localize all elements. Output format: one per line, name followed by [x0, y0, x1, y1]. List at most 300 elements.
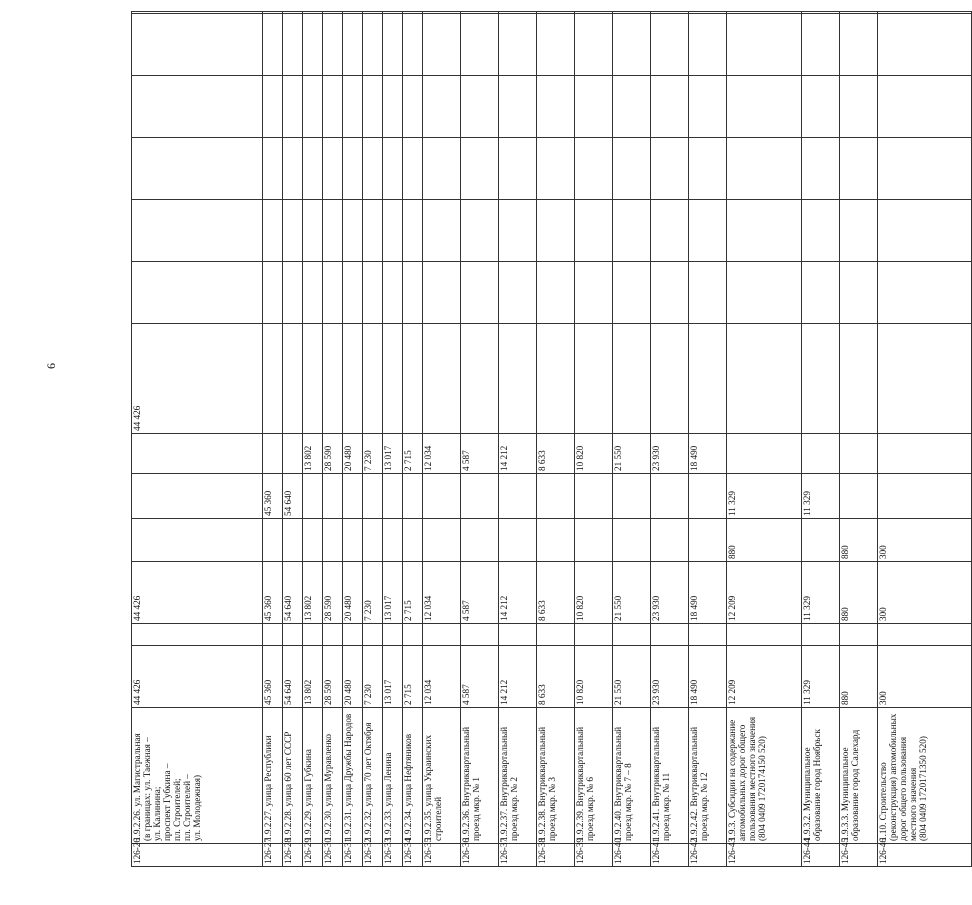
row-value: 7 230	[363, 562, 383, 624]
row-value	[537, 474, 575, 519]
table-row	[283, 12, 303, 867]
row-value: 21 550	[613, 434, 651, 474]
row-value	[878, 138, 972, 200]
row-value: 20 480	[343, 434, 363, 474]
row-name-line: 1.9.2.29. улица Губкина	[303, 749, 313, 841]
row-value	[689, 76, 727, 138]
row-value	[878, 324, 972, 434]
row-value	[878, 12, 972, 14]
row-value	[403, 76, 423, 138]
row-value	[132, 519, 263, 562]
row-value	[323, 519, 343, 562]
row-value	[323, 12, 343, 14]
row-value	[802, 434, 840, 474]
row-value	[461, 200, 499, 262]
row-value: 8 633	[537, 562, 575, 624]
page-number: 6	[44, 363, 58, 369]
row-value	[363, 624, 383, 646]
row-value	[323, 200, 343, 262]
row-value	[575, 14, 613, 76]
row-value	[575, 12, 613, 14]
row-value: 880	[840, 519, 878, 562]
row-name-line: 1.9.2.30. улица Муравленко	[323, 733, 333, 841]
row-value: 12 034	[423, 434, 461, 474]
row-value: 300	[878, 519, 972, 562]
row-value	[575, 262, 613, 324]
row-name	[283, 708, 303, 844]
row-name-line: 1.9.2.31. улица Дружбы Народов	[343, 713, 353, 841]
row-value	[840, 624, 878, 646]
row-value: 12 034	[423, 646, 461, 708]
row-value	[461, 262, 499, 324]
row-value	[840, 138, 878, 200]
row-value	[423, 324, 461, 434]
row-value: 44 426	[132, 562, 263, 624]
row-value	[363, 262, 383, 324]
row-value: 54 640	[283, 646, 303, 708]
budget-table	[131, 11, 972, 867]
row-value	[613, 12, 651, 14]
row-value: 13 017	[383, 562, 403, 624]
row-code: 126-34	[403, 844, 423, 867]
row-value	[303, 12, 323, 14]
row-code: 126-41	[651, 844, 689, 867]
row-code: 126-35	[423, 844, 461, 867]
row-value: 2 715	[403, 646, 423, 708]
row-value	[303, 624, 323, 646]
row-value	[840, 324, 878, 434]
row-value	[840, 262, 878, 324]
row-value	[499, 76, 537, 138]
row-value: 7 230	[363, 646, 383, 708]
row-value	[323, 324, 343, 434]
row-value	[689, 324, 727, 434]
row-code: 126-42	[689, 844, 727, 867]
row-value	[343, 76, 363, 138]
row-value: 11 329	[727, 474, 802, 519]
row-name-line: 1.9.2.33. улица Ленина	[383, 752, 393, 841]
row-value	[689, 12, 727, 14]
row-value	[323, 76, 343, 138]
row-value	[323, 474, 343, 519]
row-value	[499, 12, 537, 14]
row-name	[263, 708, 283, 844]
row-value	[499, 474, 537, 519]
table-row	[689, 12, 727, 867]
row-value	[461, 324, 499, 434]
row-value: 7 230	[363, 434, 383, 474]
row-value	[423, 76, 461, 138]
row-value	[727, 200, 802, 262]
row-value	[651, 200, 689, 262]
row-value: 14 212	[499, 434, 537, 474]
row-value: 12 209	[727, 562, 802, 624]
table-row	[403, 12, 423, 867]
row-name	[343, 708, 363, 844]
row-value	[132, 138, 263, 200]
row-value	[461, 624, 499, 646]
row-value	[878, 624, 972, 646]
row-value	[840, 12, 878, 14]
row-value	[802, 262, 840, 324]
row-value	[499, 519, 537, 562]
row-name-line: 1.9.3. Субсидии на содержание	[727, 719, 737, 841]
row-value: 4 587	[461, 434, 499, 474]
table-row	[263, 12, 283, 867]
row-value	[303, 14, 323, 76]
row-value	[802, 138, 840, 200]
row-value	[461, 519, 499, 562]
row-value	[383, 12, 403, 14]
row-value: 11 329	[802, 562, 840, 624]
row-value	[613, 324, 651, 434]
row-value	[383, 624, 403, 646]
row-value	[613, 14, 651, 76]
row-name-line: проезд мкр. № 7 – 8	[623, 763, 633, 841]
row-value	[575, 200, 613, 262]
row-value	[423, 200, 461, 262]
row-value	[613, 519, 651, 562]
row-value: 10 820	[575, 434, 613, 474]
row-value	[263, 12, 283, 14]
row-name-line: (804 0409 1720174150 520)	[757, 736, 767, 841]
row-value	[403, 262, 423, 324]
row-code: 126-46	[878, 844, 972, 867]
row-value	[383, 262, 403, 324]
row-value	[802, 519, 840, 562]
row-value: 18 490	[689, 562, 727, 624]
row-value	[537, 624, 575, 646]
row-value	[423, 14, 461, 76]
row-value	[878, 434, 972, 474]
row-value	[383, 324, 403, 434]
row-value	[575, 76, 613, 138]
row-value	[840, 474, 878, 519]
row-value: 23 930	[651, 562, 689, 624]
row-value	[403, 12, 423, 14]
row-value	[651, 12, 689, 14]
row-value	[499, 624, 537, 646]
row-value: 13 017	[383, 646, 403, 708]
row-value	[383, 76, 403, 138]
row-name-line: 1.9.2.39. Внутриквартальный	[575, 726, 585, 841]
row-value	[423, 12, 461, 14]
row-name-line: дорог общего пользования	[898, 736, 908, 841]
row-name-line: 1.9.2.26. ул. Магистральная	[132, 733, 142, 841]
row-code: 126-26	[132, 844, 263, 867]
row-value: 2 715	[403, 434, 423, 474]
table-row	[499, 12, 537, 867]
row-value: 23 930	[651, 646, 689, 708]
row-name-line: (804 0409 1720171350 520)	[918, 736, 928, 841]
row-value	[537, 14, 575, 76]
row-value	[383, 474, 403, 519]
row-value: 21 550	[613, 562, 651, 624]
row-code: 126-39	[575, 844, 613, 867]
row-value	[283, 262, 303, 324]
row-value: 21 550	[613, 646, 651, 708]
row-value: 18 490	[689, 434, 727, 474]
row-value: 4 587	[461, 562, 499, 624]
row-value: 4 587	[461, 646, 499, 708]
row-code: 126-27	[263, 844, 283, 867]
row-value	[132, 262, 263, 324]
row-value	[575, 474, 613, 519]
row-value: 8 633	[537, 434, 575, 474]
row-name-line: пл. Строителей –	[182, 774, 192, 841]
row-value	[132, 14, 263, 76]
row-name	[461, 708, 499, 844]
row-name	[363, 708, 383, 844]
row-value	[403, 324, 423, 434]
row-value	[303, 138, 323, 200]
row-value: 13 802	[303, 434, 323, 474]
row-value	[537, 262, 575, 324]
row-code: 126-28	[283, 844, 303, 867]
row-value: 880	[840, 646, 878, 708]
row-value	[132, 624, 263, 646]
row-value	[651, 138, 689, 200]
row-value	[383, 519, 403, 562]
table-row	[363, 12, 383, 867]
row-value	[651, 262, 689, 324]
row-name-line: ул. Молодежная)	[192, 774, 202, 841]
row-name-line: местного значения	[908, 767, 918, 841]
row-value	[283, 14, 303, 76]
row-value	[363, 200, 383, 262]
row-value	[461, 76, 499, 138]
row-value	[840, 76, 878, 138]
row-value: 28 590	[323, 434, 343, 474]
row-value	[283, 624, 303, 646]
row-name-line: проезд мкр. № 11	[661, 772, 671, 841]
row-value	[423, 624, 461, 646]
row-value	[878, 76, 972, 138]
row-value	[689, 138, 727, 200]
row-name-line: 1.9.2.27. улица Республики	[263, 735, 273, 841]
row-value	[802, 12, 840, 14]
row-value	[363, 138, 383, 200]
row-value	[323, 624, 343, 646]
row-value	[613, 624, 651, 646]
row-name	[132, 708, 263, 844]
row-value	[343, 474, 363, 519]
row-value	[303, 474, 323, 519]
row-value: 14 212	[499, 646, 537, 708]
row-value	[689, 262, 727, 324]
row-code: 126-31	[343, 844, 363, 867]
row-value	[651, 624, 689, 646]
row-value: 12 034	[423, 562, 461, 624]
row-value	[613, 76, 651, 138]
table-row	[575, 12, 613, 867]
row-name-line: 1.9.2.35. улица Украинских	[423, 734, 433, 841]
row-name	[651, 708, 689, 844]
row-name	[537, 708, 575, 844]
row-value	[343, 138, 363, 200]
row-value	[263, 262, 283, 324]
row-value	[363, 324, 383, 434]
row-name-line: проезд мкр. № 6	[585, 777, 595, 841]
row-value	[263, 624, 283, 646]
row-name-line: 1.9.3.2. Муниципальное	[802, 747, 812, 841]
row-value	[689, 474, 727, 519]
row-value	[363, 519, 383, 562]
row-name-line: 1.9.2.32. улица 70 лет Октября	[363, 722, 373, 841]
row-value	[802, 200, 840, 262]
row-value	[689, 200, 727, 262]
row-value	[343, 200, 363, 262]
row-value	[878, 14, 972, 76]
row-value	[575, 624, 613, 646]
row-name-line: 1.9.2.41. Внутриквартальный	[651, 726, 661, 841]
row-name-line: (в границах: ул. Таежная –	[142, 737, 152, 841]
row-value	[343, 14, 363, 76]
row-name	[878, 708, 972, 844]
row-value	[613, 200, 651, 262]
row-name	[802, 708, 840, 844]
row-value	[499, 324, 537, 434]
row-value	[651, 324, 689, 434]
row-value	[343, 324, 363, 434]
row-name	[403, 708, 423, 844]
row-value	[689, 624, 727, 646]
row-value: 10 820	[575, 646, 613, 708]
row-value	[689, 519, 727, 562]
row-value	[727, 262, 802, 324]
table-row	[651, 12, 689, 867]
row-name-line: проезд мкр. № 3	[547, 777, 557, 841]
row-value	[283, 138, 303, 200]
row-value	[651, 474, 689, 519]
row-name-line: автомобильных дорог общего	[737, 724, 747, 841]
row-value	[575, 138, 613, 200]
row-code: 126-30	[323, 844, 343, 867]
table-row	[461, 12, 499, 867]
row-name-line: 1.9.2.40. Внутриквартальный	[613, 726, 623, 841]
table-row	[343, 12, 363, 867]
row-value	[263, 14, 283, 76]
row-value	[283, 324, 303, 434]
row-code: 126-45	[840, 844, 878, 867]
row-value: 12 209	[727, 646, 802, 708]
row-value	[727, 434, 802, 474]
row-value	[263, 519, 283, 562]
row-name-line: 1.9.2.34. улица Нефтяников	[403, 733, 413, 841]
table-row	[802, 12, 840, 867]
row-value	[537, 138, 575, 200]
row-value	[461, 12, 499, 14]
row-value: 300	[878, 646, 972, 708]
row-value	[537, 200, 575, 262]
row-code: 126-36	[461, 844, 499, 867]
row-value: 45 360	[263, 646, 283, 708]
row-code: 126-37	[499, 844, 537, 867]
row-value	[727, 324, 802, 434]
row-value	[802, 76, 840, 138]
row-value	[575, 324, 613, 434]
table-row	[878, 12, 972, 867]
row-value	[651, 14, 689, 76]
row-value	[802, 14, 840, 76]
row-name	[499, 708, 537, 844]
row-value: 44 426	[132, 646, 263, 708]
row-value: 28 590	[323, 646, 343, 708]
row-code: 126-38	[537, 844, 575, 867]
row-value	[403, 624, 423, 646]
row-value	[840, 434, 878, 474]
row-value	[613, 262, 651, 324]
row-value: 880	[840, 562, 878, 624]
row-name	[840, 708, 878, 844]
row-value	[878, 474, 972, 519]
row-value: 8 633	[537, 646, 575, 708]
row-value	[613, 474, 651, 519]
row-value	[423, 262, 461, 324]
row-name-line: (реконструкция) автомобильных	[888, 713, 898, 841]
row-name-line: образование город Ноябрьск	[812, 729, 822, 841]
row-name	[575, 708, 613, 844]
row-code: 126-32	[363, 844, 383, 867]
row-name	[613, 708, 651, 844]
row-name-line: 1.9.2.36. Внутриквартальный	[461, 726, 471, 841]
row-value: 20 480	[343, 646, 363, 708]
row-name-line: проспект Губкина –	[162, 763, 172, 841]
row-value	[423, 519, 461, 562]
row-value: 54 640	[283, 474, 303, 519]
row-value: 14 212	[499, 562, 537, 624]
row-value	[383, 14, 403, 76]
row-value	[323, 14, 343, 76]
row-value	[132, 76, 263, 138]
row-value	[363, 474, 383, 519]
row-value: 45 360	[263, 474, 283, 519]
row-name-line: 1.9.3.3. Муниципальное	[840, 747, 850, 841]
row-value: 11 329	[802, 474, 840, 519]
row-name-line: 1.9.2.28. улица 60 лет СССР	[283, 731, 293, 841]
table-row	[727, 12, 802, 867]
row-name	[689, 708, 727, 844]
row-value: 13 802	[303, 646, 323, 708]
row-value	[132, 474, 263, 519]
row-value	[263, 324, 283, 434]
row-name	[423, 708, 461, 844]
table-row	[613, 12, 651, 867]
row-value	[323, 262, 343, 324]
row-value	[878, 262, 972, 324]
row-name-line: образование город Салехард	[850, 729, 860, 841]
row-name-line: проезд мкр. № 1	[471, 777, 481, 841]
row-value	[802, 624, 840, 646]
table-row	[423, 12, 461, 867]
row-value	[403, 14, 423, 76]
row-value	[727, 138, 802, 200]
row-value: 18 490	[689, 646, 727, 708]
row-name-line: 1.10. Строительство	[878, 762, 888, 841]
row-value	[403, 138, 423, 200]
row-value	[727, 14, 802, 76]
row-value	[303, 76, 323, 138]
row-value: 23 930	[651, 434, 689, 474]
row-value	[689, 14, 727, 76]
row-value	[802, 324, 840, 434]
row-value	[461, 138, 499, 200]
row-value	[461, 14, 499, 76]
row-value	[878, 200, 972, 262]
row-value	[727, 76, 802, 138]
row-value	[727, 12, 802, 14]
row-value	[303, 262, 323, 324]
